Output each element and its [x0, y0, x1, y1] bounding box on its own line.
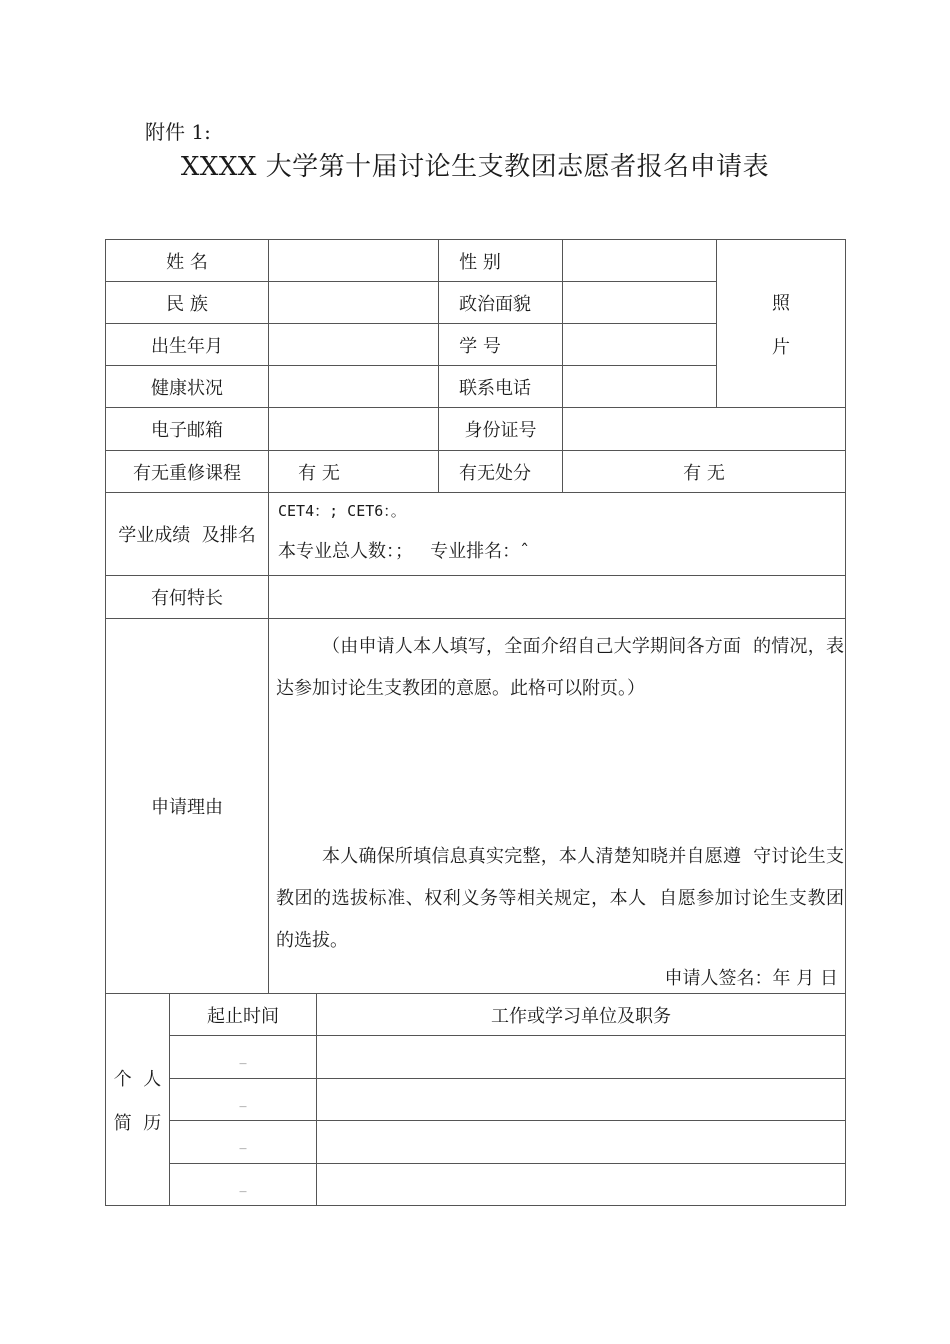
name-label: 姓 名 [166, 251, 208, 273]
resume-period-cell[interactable]: _ [239, 1049, 247, 1065]
period-column-header: 起止时间 [207, 1005, 279, 1027]
resume-unit-cell[interactable] [317, 1121, 845, 1163]
resume-label [106, 994, 169, 1205]
resume-unit-cell[interactable] [317, 1079, 845, 1120]
health-label: 健康状况 [151, 377, 223, 399]
student-id-field[interactable] [563, 324, 716, 365]
resume-label-line: 个 人 [113, 1068, 162, 1090]
reason-instructions[interactable]: （由申请人本人填写，全面介绍自己大学期间各方面 的情况，表达参加讨论生支教团的意愿。此格可以附页。） [276, 636, 844, 699]
resume-period-cell[interactable]: _ [239, 1176, 247, 1193]
health-field[interactable] [269, 366, 438, 407]
grades-cet-line[interactable]: CET4：; CET6：。 [278, 502, 406, 520]
unit-column-header: 工作或学习单位及职务 [491, 1005, 671, 1027]
specialty-label: 有何特长 [151, 588, 223, 609]
ethnicity-label: 民 族 [166, 293, 208, 315]
grades-rank-line[interactable]: 本专业总人数：； 专业排名：ˆ [278, 541, 530, 562]
retake-label: 有无重修课程 [133, 462, 241, 484]
resume-unit-cell[interactable] [317, 1036, 845, 1078]
photo-label: 照 [772, 292, 790, 314]
student-id-label: 学 号 [459, 335, 501, 357]
political-status-field[interactable] [563, 282, 716, 323]
birth-date-label: 出生年月 [151, 335, 223, 357]
birth-date-field[interactable] [269, 324, 438, 365]
signature-line[interactable]: 申请人签名：年 月 日 [664, 968, 838, 989]
table-border [105, 1205, 846, 1206]
id-card-label: 身份证号 [464, 420, 537, 441]
grades-label: 学业成绩 及排名 [118, 525, 256, 546]
resume-period-cell[interactable]: _ [239, 1091, 247, 1108]
photo-label: 片 [772, 336, 790, 358]
photo-box[interactable] [717, 240, 845, 407]
gender-field[interactable] [563, 240, 716, 281]
resume-period-cell[interactable]: _ [239, 1134, 247, 1150]
reason-label: 申请理由 [151, 797, 223, 818]
email-label: 电子邮箱 [151, 420, 223, 441]
resume-label-line: 简 历 [113, 1112, 162, 1134]
id-card-field[interactable] [563, 408, 845, 450]
discipline-options[interactable]: 有 无 [683, 462, 725, 484]
ethnicity-field[interactable] [269, 282, 438, 323]
political-status-label: 政治面貌 [459, 293, 531, 315]
phone-label: 联系电话 [459, 377, 531, 399]
gender-label: 性 别 [459, 251, 501, 273]
specialty-field[interactable] [269, 576, 845, 618]
pledge-statement: 本人确保所填信息真实完整，本人清楚知晓并自愿遵 守讨论生支教团的选拔标准、权利义务等相关规定，本人 自愿参加讨论生支教团的选拔。 [276, 846, 844, 951]
form-title: XXXX 大学第十届讨论生支教团志愿者报名申请表 [180, 152, 770, 182]
phone-field[interactable] [563, 366, 716, 407]
name-field[interactable] [269, 240, 438, 281]
retake-options[interactable]: 有 无 [298, 462, 340, 484]
attachment-label: 附件 1: [145, 120, 211, 144]
resume-unit-cell[interactable] [317, 1164, 845, 1205]
email-field[interactable] [269, 408, 438, 450]
table-border [845, 239, 846, 1206]
discipline-label: 有无处分 [459, 462, 531, 484]
